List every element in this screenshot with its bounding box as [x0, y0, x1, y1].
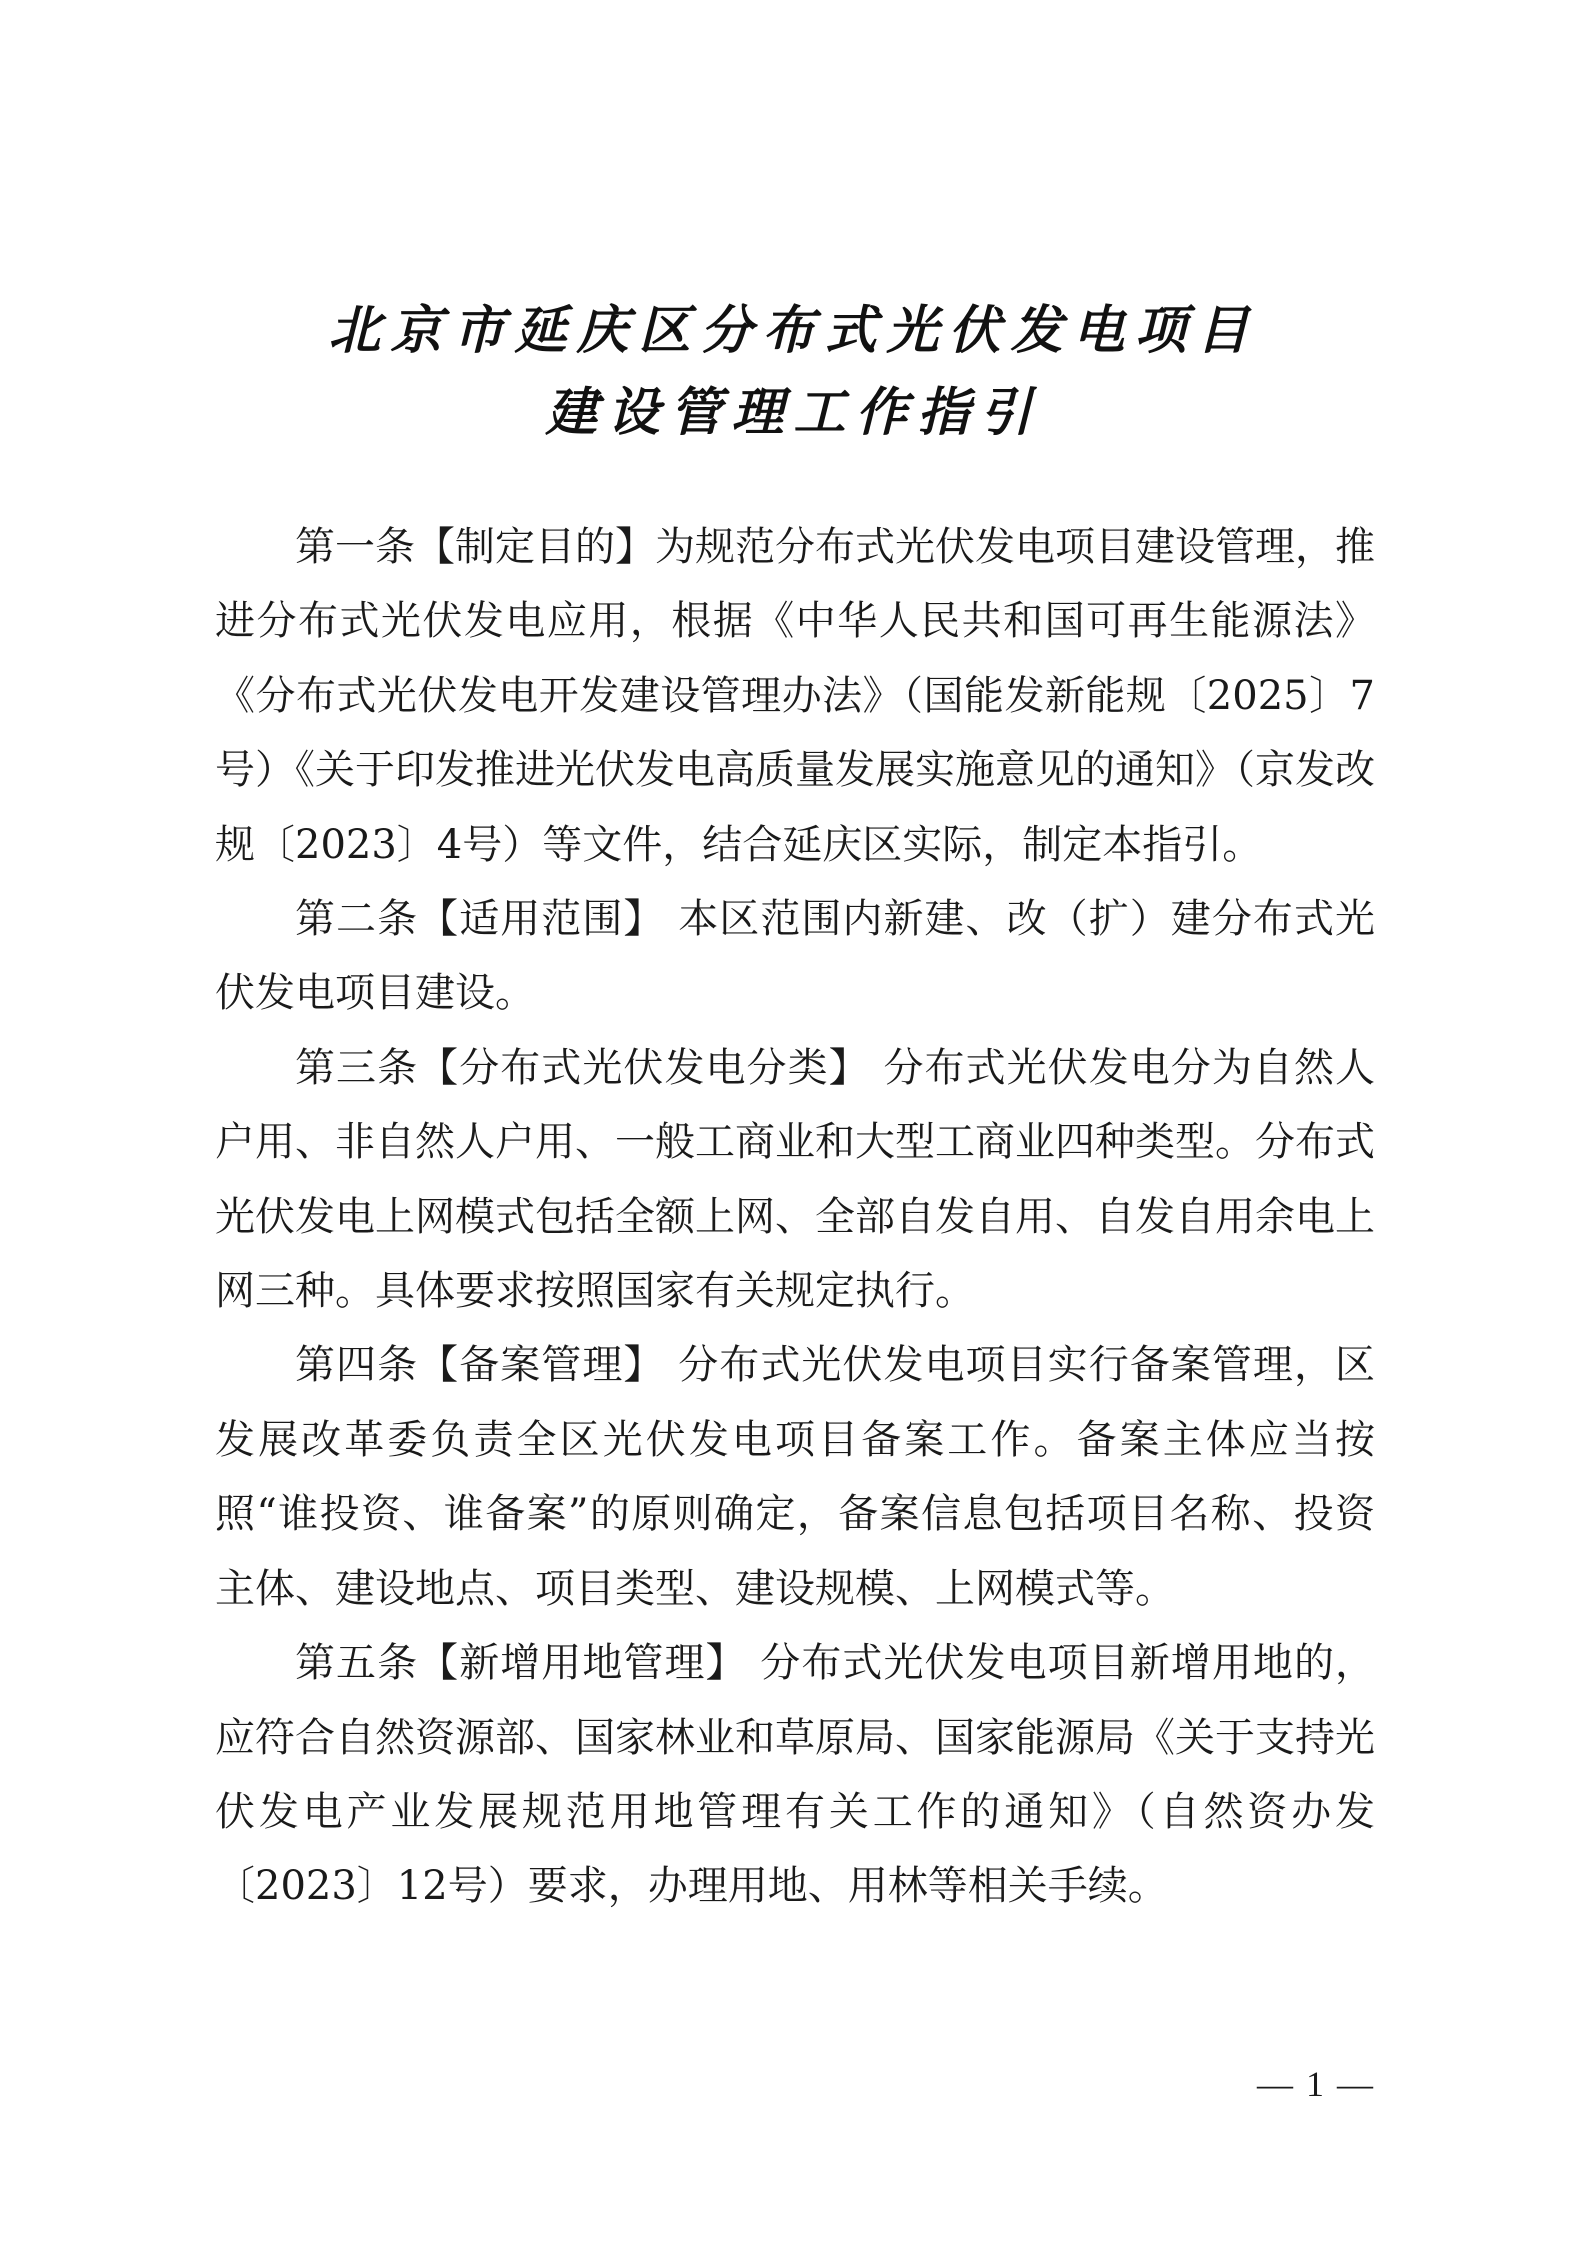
article-heading: 第五条【新增用地管理】 — [295, 1640, 747, 1687]
article-5 — [215, 1626, 1375, 1924]
article-1 — [215, 510, 1375, 882]
document-title — [0, 290, 1587, 454]
article-text: 分布式光伏发电项目新增用地的，应符合自然资源部、国家林业和草原局、国家能源局《关于支持光伏发电产业发展规范用地管理有关工作的通知》（自然资办发〔2023〕12号）要求，办理用地、用林等相关手续。 — [215, 1640, 1376, 1910]
article-heading: 第四条【备案管理】 — [295, 1342, 665, 1389]
article-4 — [215, 1328, 1375, 1626]
article-text: 分布式光伏发电分为自然人户用、非自然人户用、一般工商业和大型工商业四种类型。分布式光伏发电上网模式包括全额上网、全部自发自用、自发自用余电上网三种。具体要求按照国家有关规定执行。 — [215, 1044, 1376, 1315]
title-line-1: 北京市延庆区分布式光伏发电项目 — [328, 300, 1259, 361]
article-2 — [215, 882, 1375, 1031]
title-line-2: 建设管理工作指引 — [545, 382, 1042, 443]
article-text: 为规范分布式光伏发电项目建设管理，推进分布式光伏发电应用，根据《中华人民共和国可再生能源法》《分布式光伏发电开发建设管理办法》（国能发新能规〔2025〕7号）《关于印发推进光伏发电高质量发展实施意见的通知》（京发改规〔2023〕4号）等文件，结合延庆区实际，制定本指引。 — [215, 524, 1375, 868]
article-heading: 第二条【适用范围】 — [295, 896, 665, 943]
article-3 — [215, 1031, 1375, 1329]
article-heading: 第三条【分布式光伏发电分类】 — [295, 1044, 870, 1091]
article-text: 本区范围内新建、改（扩）建分布式光伏发电项目建设。 — [215, 896, 1376, 1017]
page-number: — 1 — — [1257, 2064, 1375, 2104]
article-heading: 第一条【制定目的】 — [295, 524, 655, 570]
document-body — [215, 510, 1375, 1924]
article-text: 分布式光伏发电项目实行备案管理，区发展改革委负责全区光伏发电项目备案工作。备案主体应当按照“谁投资、谁备案”的原则确定，备案信息包括项目名称、投资主体、建设地点、项目类型、建设规模、上网模式等。 — [215, 1342, 1376, 1612]
